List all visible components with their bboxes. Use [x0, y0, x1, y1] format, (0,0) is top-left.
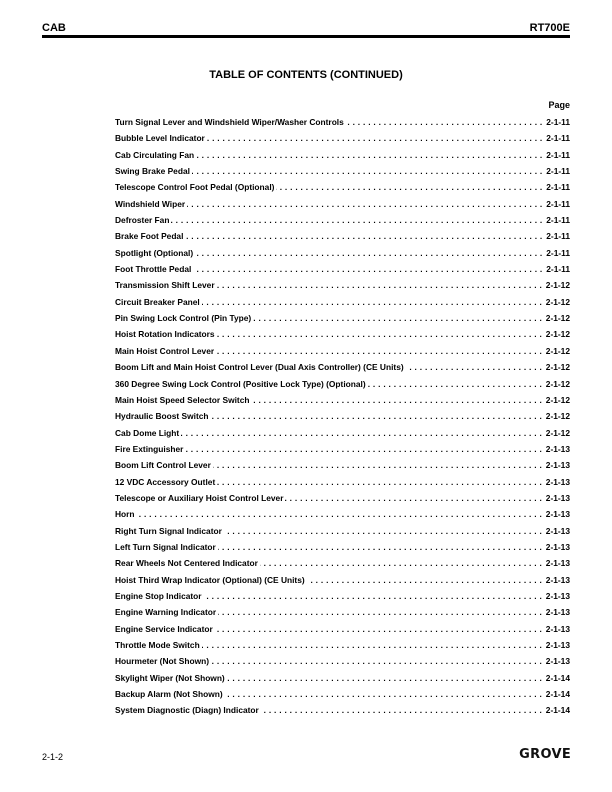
page-title: TABLE OF CONTENTS (CONTINUED): [209, 69, 403, 81]
toc-entry-page: 2-1-13: [545, 525, 570, 536]
dot-leader: [217, 477, 542, 487]
toc-entry-label: Left Turn Signal Indicator: [115, 541, 216, 552]
table-of-contents: [115, 117, 570, 722]
toc-entry-label: Right Turn Signal Indicator: [115, 525, 222, 536]
toc-entry-label: Engine Stop Indicator: [115, 590, 202, 601]
toc-entry[interactable]: [115, 444, 570, 460]
page-column-heading: Page: [548, 100, 570, 110]
toc-entry-label: Rear Wheels Not Centered Indicator: [115, 558, 258, 569]
toc-entry-label: Defroster Fan: [115, 215, 170, 226]
toc-entry-page: 2-1-11: [546, 198, 570, 209]
dot-leader: [218, 607, 542, 617]
toc-entry-page: 2-1-12: [545, 296, 570, 307]
toc-entry[interactable]: [115, 248, 570, 264]
toc-entry[interactable]: [115, 591, 570, 607]
dot-leader: [185, 231, 542, 241]
toc-entry-label: Turn Signal Lever and Windshield Wiper/Washer Controls: [115, 117, 344, 127]
dot-leader: [202, 297, 542, 307]
dot-leader: [406, 362, 542, 372]
dot-leader: [224, 526, 542, 536]
toc-entry[interactable]: [115, 509, 570, 525]
footer-page-number: 2-1-2: [42, 752, 64, 762]
toc-entry-page: 2-1-11: [546, 117, 570, 127]
dot-leader: [225, 689, 542, 699]
toc-entry-label: System Diagnostic (Diagn) Indicator: [115, 705, 259, 716]
toc-entry[interactable]: [115, 705, 570, 721]
toc-entry-page: 2-1-12: [545, 345, 570, 356]
dot-leader: [211, 656, 542, 666]
dot-leader: [285, 493, 541, 503]
toc-entry[interactable]: [115, 460, 570, 476]
dot-leader: [137, 509, 542, 519]
toc-entry[interactable]: [115, 150, 570, 166]
toc-entry-page: 2-1-11: [546, 264, 570, 275]
toc-entry[interactable]: [115, 493, 570, 509]
toc-entry[interactable]: [115, 624, 570, 640]
dot-leader: [211, 411, 542, 421]
toc-entry-label: Boom Lift Control Lever: [115, 460, 211, 471]
toc-entry-page: 2-1-11: [546, 215, 570, 226]
toc-entry-page: 2-1-13: [545, 590, 570, 601]
toc-entry-label: Windshield Wiper: [115, 198, 186, 209]
toc-entry[interactable]: [115, 346, 570, 362]
header-rule: [42, 35, 570, 38]
toc-entry-page: 2-1-13: [545, 541, 570, 552]
toc-entry[interactable]: [115, 117, 570, 133]
toc-entry-page: 2-1-13: [545, 443, 570, 454]
toc-entry[interactable]: [115, 231, 570, 247]
toc-entry[interactable]: [115, 313, 570, 329]
dot-leader: [202, 640, 542, 650]
dot-leader: [213, 460, 542, 470]
toc-entry[interactable]: [115, 656, 570, 672]
toc-entry-page: 2-1-11: [546, 133, 570, 144]
toc-entry-page: 2-1-13: [545, 492, 570, 503]
toc-entry-page: 2-1-13: [545, 640, 570, 650]
toc-entry-page: 2-1-11: [546, 231, 570, 242]
toc-entry-label: Main Hoist Speed Selector Switch: [115, 394, 250, 405]
toc-entry[interactable]: [115, 297, 570, 313]
toc-entry-label: Skylight Wiper (Not Shown): [115, 672, 225, 683]
toc-entry[interactable]: [115, 379, 570, 395]
dot-leader: [187, 199, 542, 209]
dot-leader: [368, 379, 542, 389]
grove-logo: GROVE: [519, 747, 571, 762]
toc-entry-label: Fire Extinguisher: [115, 443, 184, 454]
toc-entry-page: 2-1-11: [546, 247, 570, 258]
toc-entry-label: Foot Throttle Pedal: [115, 264, 192, 275]
toc-entry[interactable]: [115, 673, 570, 689]
header-model-name: RT700E: [529, 22, 570, 34]
toc-entry-label: Throttle Mode Switch: [115, 640, 200, 650]
toc-entry[interactable]: [115, 362, 570, 378]
header-section-title: CAB: [42, 22, 66, 34]
toc-entry[interactable]: [115, 526, 570, 542]
toc-entry-label: Backup Alarm (Not Shown): [115, 689, 223, 700]
toc-entry-label: Brake Foot Pedal: [115, 231, 184, 242]
dot-leader: [181, 428, 542, 438]
dot-leader: [261, 705, 542, 715]
dot-leader: [196, 150, 542, 160]
toc-entry-page: 2-1-12: [545, 313, 570, 324]
dot-leader: [276, 182, 542, 192]
toc-entry-page: 2-1-13: [545, 623, 570, 634]
toc-entry-label: 12 VDC Accessory Outlet: [115, 476, 216, 487]
toc-entry[interactable]: [115, 428, 570, 444]
toc-entry-label: Swing Brake Pedal: [115, 166, 190, 177]
toc-entry[interactable]: [115, 329, 570, 345]
toc-entry-page: 2-1-13: [545, 656, 570, 667]
toc-entry[interactable]: [115, 575, 570, 591]
toc-entry-label: Boom Lift and Main Hoist Control Lever (Dual Axis Controller) (CE Units): [115, 362, 404, 373]
toc-entry-label: Pin Swing Lock Control (Pin Type): [115, 313, 252, 324]
dot-leader: [227, 673, 542, 683]
toc-entry-label: Telescope Control Foot Pedal (Optional): [115, 182, 275, 193]
dot-leader: [252, 395, 542, 405]
toc-entry-page: 2-1-12: [545, 280, 570, 291]
dot-leader: [217, 280, 542, 290]
toc-entry-label: Hoist Third Wrap Indicator (Optional) (CE Units): [115, 574, 305, 585]
toc-entry[interactable]: [115, 182, 570, 198]
dot-leader: [253, 313, 542, 323]
toc-entry[interactable]: [115, 166, 570, 182]
dot-leader: [207, 133, 542, 143]
toc-entry-label: Circuit Breaker Panel: [115, 296, 200, 307]
toc-entry-label: Telescope or Auxiliary Hoist Control Lever: [115, 492, 284, 503]
toc-entry-label: Hoist Rotation Indicators: [115, 329, 215, 340]
dot-leader: [192, 166, 542, 176]
toc-entry-page: 2-1-11: [546, 182, 570, 193]
dot-leader: [215, 624, 542, 634]
toc-entry-page: 2-1-14: [545, 672, 570, 683]
toc-entry-label: Engine Service Indicator: [115, 623, 213, 634]
toc-entry[interactable]: [115, 689, 570, 705]
toc-entry-page: 2-1-14: [545, 705, 570, 716]
toc-entry-page: 2-1-13: [545, 558, 570, 569]
toc-entry-page: 2-1-12: [545, 329, 570, 340]
toc-entry[interactable]: [115, 542, 570, 558]
dot-leader: [307, 575, 542, 585]
toc-entry[interactable]: [115, 640, 570, 656]
toc-entry-label: Main Hoist Control Lever: [115, 345, 215, 356]
toc-entry[interactable]: [115, 558, 570, 574]
toc-entry[interactable]: [115, 199, 570, 215]
dot-leader: [216, 346, 542, 356]
toc-entry[interactable]: [115, 477, 570, 493]
toc-entry-label: Horn: [115, 509, 135, 520]
dot-leader: [260, 558, 542, 568]
toc-entry-page: 2-1-14: [545, 689, 570, 700]
dot-leader: [204, 591, 542, 601]
toc-entry-page: 2-1-12: [545, 411, 570, 422]
toc-entry-label: Spotlight (Optional): [115, 247, 194, 258]
toc-entry-label: Hydraulic Boost Switch: [115, 411, 209, 422]
toc-entry[interactable]: [115, 395, 570, 411]
toc-entry-label: 360 Degree Swing Lock Control (Positive Lock Type) (Optional): [115, 378, 366, 389]
dot-leader: [171, 215, 542, 225]
dot-leader: [346, 117, 542, 127]
toc-entry-page: 2-1-13: [545, 574, 570, 585]
toc-entry-label: Transmission Shift Lever: [115, 280, 215, 291]
toc-entry-page: 2-1-13: [545, 460, 570, 471]
toc-entry-page: 2-1-11: [546, 166, 570, 177]
toc-entry[interactable]: [115, 215, 570, 231]
toc-entry-page: 2-1-12: [545, 394, 570, 405]
dot-leader: [185, 444, 541, 454]
toc-entry-label: Hourmeter (Not Shown): [115, 656, 209, 667]
toc-entry-page: 2-1-12: [545, 362, 570, 373]
toc-entry-label: Cab Circulating Fan: [115, 149, 195, 160]
toc-entry[interactable]: [115, 280, 570, 296]
toc-entry[interactable]: [115, 411, 570, 427]
toc-entry-label: Bubble Level Indicator: [115, 133, 205, 144]
dot-leader: [193, 264, 542, 274]
toc-entry-page: 2-1-13: [545, 607, 570, 618]
toc-entry-page: 2-1-13: [545, 476, 570, 487]
toc-entry-page: 2-1-12: [545, 427, 570, 438]
toc-entry[interactable]: [115, 264, 570, 280]
toc-entry-page: 2-1-13: [545, 509, 570, 520]
dot-leader: [218, 542, 542, 552]
dot-leader: [195, 248, 542, 258]
toc-entry-page: 2-1-11: [546, 149, 570, 160]
toc-entry-page: 2-1-12: [545, 378, 570, 389]
toc-entry[interactable]: [115, 133, 570, 149]
toc-entry[interactable]: [115, 607, 570, 623]
dot-leader: [217, 329, 542, 339]
toc-entry-label: Engine Warning Indicator: [115, 607, 217, 618]
toc-entry-label: Cab Dome Light: [115, 427, 180, 438]
